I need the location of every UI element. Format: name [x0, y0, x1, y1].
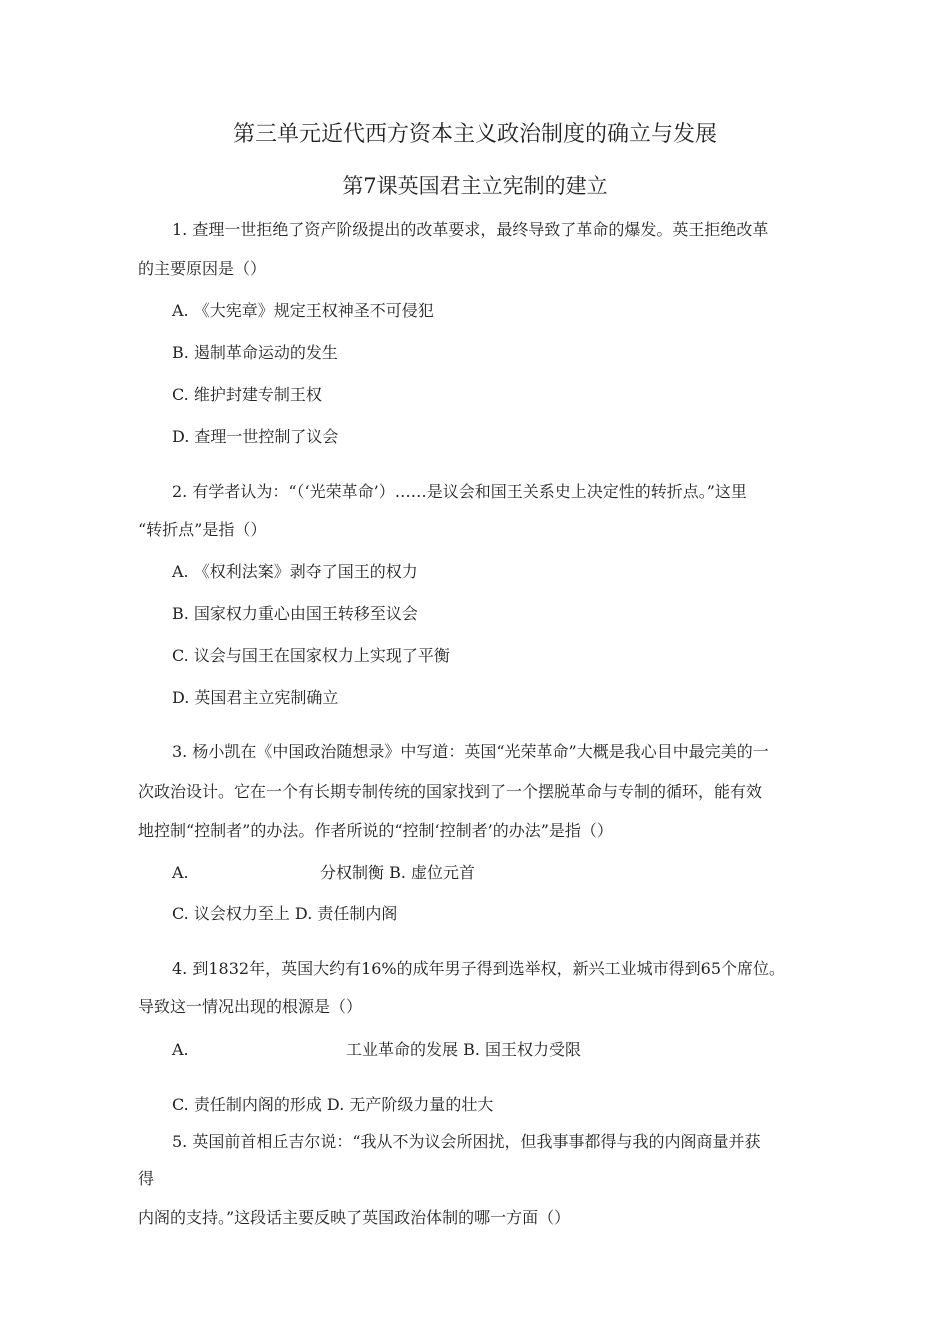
question-2-option-c: C. 议会与国王在国家权力上实现了平衡	[172, 646, 450, 665]
question-1-option-d: D. 查理一世控制了议会	[172, 427, 339, 446]
question-3-stem-line-3: 地控制“控制者”的办法。作者所说的“控制‘控制者’的办法”是指（）	[138, 821, 613, 840]
question-5-stem-line-3: 内阁的支持。”这段话主要反映了英国政治体制的哪一方面（）	[138, 1208, 571, 1227]
question-3-options-a-b: 分权制衡 B. 虚位元首	[320, 863, 476, 882]
lesson-title: 第7课英国君主立宪制的建立	[342, 174, 608, 198]
question-4-options-c-d: C. 责任制内阁的形成 D. 无产阶级力量的壮大	[172, 1095, 494, 1114]
question-3-stem-line-2: 次政治设计。它在一个有长期专制传统的国家找到了一个摆脱革命与专制的循环，能有效	[138, 782, 763, 801]
question-4-stem-line-2: 导致这一情况出现的根源是（）	[138, 997, 363, 1016]
question-2-option-a: A. 《权利法案》剥夺了国王的权力	[172, 562, 418, 581]
question-1-option-c: C. 维护封建专制王权	[172, 385, 322, 404]
question-1-option-b: B. 遏制革命运动的发生	[172, 343, 338, 362]
question-1-stem-line-1: 1. 查理一世拒绝了资产阶级提出的改革要求，最终导致了革命的爆发。英王拒绝改革	[172, 220, 769, 239]
question-3-options-c-d: C. 议会权力至上 D. 责任制内阁	[172, 904, 398, 923]
question-3-option-a-label: A.	[172, 863, 189, 882]
question-5-stem-line-2: 得	[138, 1169, 155, 1188]
question-2-option-b: B. 国家权力重心由国王转移至议会	[172, 604, 418, 623]
question-1-option-a: A. 《大宪章》规定王权神圣不可侵犯	[172, 301, 434, 320]
question-2-stem-line-1: 2. 有学者认为：“（‘光荣革命’）……是议会和国王关系史上决定性的转折点。”这里	[172, 482, 747, 501]
question-2-stem-line-2: “转折点”是指（）	[138, 520, 267, 539]
question-4-option-a-label: A.	[172, 1040, 189, 1059]
question-2-option-d: D. 英国君主立宪制确立	[172, 688, 339, 707]
question-3-stem-line-1: 3. 杨小凯在《中国政治随想录》中写道：英国“光荣革命”大概是我心目中最完美的一	[172, 742, 769, 761]
question-4-stem-line-1: 4. 到1832年，英国大约有16%的成年男子得到选举权，新兴工业城市得到65个席位。	[172, 959, 785, 978]
question-5-stem-line-1: 5. 英国前首相丘吉尔说：“我从不为议会所困扰，但我事事都得与我的内阁商量并获	[172, 1132, 761, 1151]
unit-title: 第三单元近代西方资本主义政治制度的确立与发展	[232, 122, 717, 147]
question-4-options-a-b: 工业革命的发展 B. 国王权力受限	[346, 1040, 582, 1059]
question-1-stem-line-2: 的主要原因是（）	[138, 259, 267, 278]
